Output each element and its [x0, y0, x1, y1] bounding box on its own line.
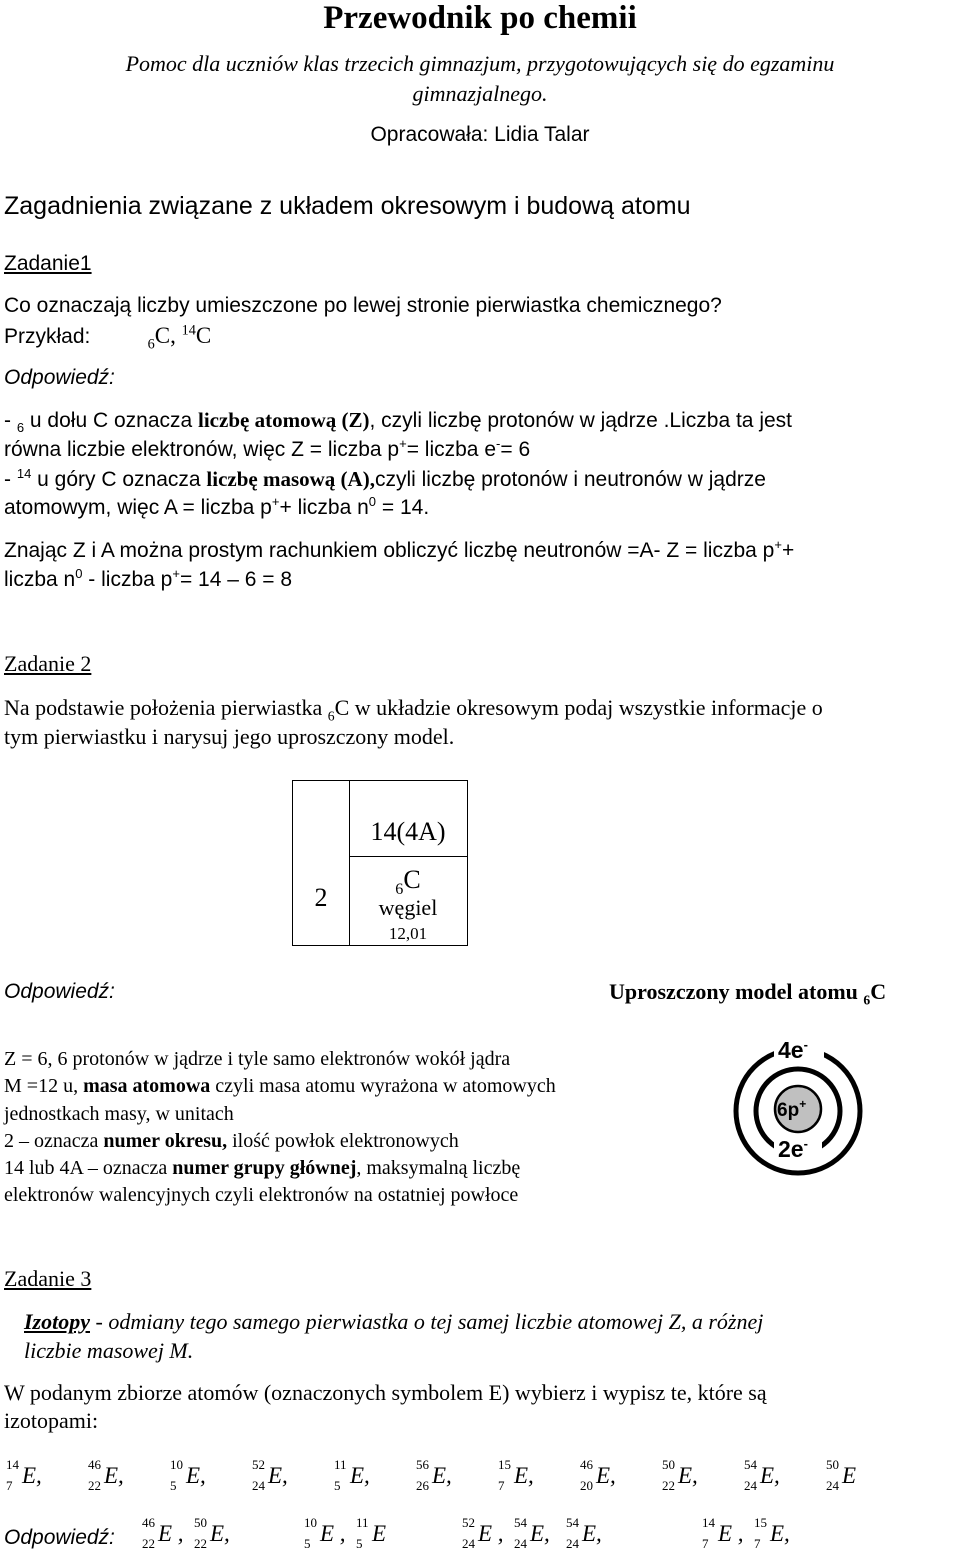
isotope-notation [752, 1516, 804, 1550]
task3-instruction-line-2: izotopami: [4, 1408, 99, 1433]
answer-line-valence: elektronów walencyjnych czyli elektronów na ostatniej powłoce [4, 1184, 519, 1207]
answer-line-z: Z = 6, 6 protonów w jądrze i tyle samo elektronów wokół jądra [4, 1048, 511, 1070]
isotope-notation [700, 1516, 752, 1550]
element-symbol: E, [268, 1463, 288, 1488]
atomic-number: 22 [142, 1536, 155, 1551]
mass-number: 52 [462, 1515, 475, 1530]
mass-number: 10 [170, 1457, 183, 1472]
atomic-number: 24 [252, 1478, 265, 1493]
task1-answer-line-1: - $_6$ u dołu C oznacza liczbę atomową (Z), czyli liczbę protonów w jądrze .Liczba ta jest [4, 408, 792, 436]
subtitle-line-2: gimnazjalnego. [412, 81, 548, 106]
tile-element-name: węgiel [378, 895, 438, 920]
atomic-number: 20 [580, 1478, 593, 1493]
task2-answer-text [4, 1046, 556, 1210]
isotope-notation [824, 1458, 906, 1492]
mass-number: 54 [514, 1515, 527, 1530]
nucleus-label: 6p+ [777, 1097, 807, 1121]
task2-text-line-2: tym pierwiastku i narysuj jego uproszczony model. [4, 724, 455, 749]
element-symbol: E , [320, 1521, 346, 1546]
mass-number: 50 [194, 1515, 207, 1530]
isotope-definition: Izotopy - odmiany tego samego pierwiastka o tej samej liczbie atomowej Z, a różnej liczbie masowej M. [24, 1309, 764, 1363]
isotope-notation [4, 1458, 86, 1492]
mass-number: 14 [702, 1515, 715, 1530]
answer-line-mass: M =12 u, masa atomowa czyli masa atomu wyrażona w atomowych [4, 1075, 556, 1098]
atomic-number: 22 [662, 1478, 675, 1493]
task1-question: Co oznaczają liczby umieszczone po lewej stronie pierwiastka chemicznego? [4, 294, 722, 317]
element-symbol: E, [104, 1463, 124, 1488]
tile-group: 14(4A) [370, 817, 446, 846]
atomic-number: 22 [88, 1478, 101, 1493]
mass-number: 46 [142, 1515, 155, 1530]
element-symbol: E, [770, 1521, 790, 1546]
isotope-notation [332, 1458, 414, 1492]
tile-atomic-number: 6 [395, 881, 404, 899]
task1-answer-line-4: atomowym, więc A = liczba p++ liczba $n^0 = 14$. [4, 494, 430, 519]
element-symbol: E, [596, 1463, 616, 1488]
isotope-notation [578, 1458, 660, 1492]
isotope-notation [512, 1516, 564, 1550]
periodic-tile [292, 780, 468, 946]
task3-instruction-line-1: W podanym zbiorze atomów (oznaczonych symbolem E) wybierz i wypisz te, które są [4, 1380, 767, 1405]
isotope-notation [742, 1458, 824, 1492]
tile-period: 2 [314, 883, 328, 912]
isotope-notation [354, 1516, 406, 1550]
task1-answer-label: Odpowiedź: [4, 366, 115, 389]
task1-answer-line-6: liczba $n^0$ - liczba p+= 14 – 6 = 8 [4, 566, 293, 591]
mass-number: 46 [88, 1457, 101, 1472]
mass-number: 54 [744, 1457, 757, 1472]
element-symbol: E [372, 1521, 387, 1546]
mass-number: 46 [580, 1457, 593, 1472]
section-heading: Zagadnienia związane z układem okresowym i budową atomu [4, 192, 691, 220]
isotope-notation [496, 1458, 578, 1492]
atomic-number: 7 [498, 1478, 505, 1493]
atom-model-diagram [728, 1034, 868, 1184]
task2-text-line-1: Na podstawie położenia pierwiastka $_6$C w układzie okresowym podaj wszystkie informacje o [4, 695, 823, 724]
mass-number: 56 [416, 1457, 429, 1472]
isotope-notation [302, 1516, 354, 1550]
inner-shell-label: 2e- [778, 1136, 808, 1162]
page-title: Przewodnik po chemii [323, 0, 637, 36]
atomic-number: 24 [514, 1536, 527, 1551]
element-symbol: E, [678, 1463, 698, 1488]
atomic-number: 24 [744, 1478, 757, 1493]
element-symbol: E , [478, 1521, 504, 1546]
answer-group-2 [302, 1516, 406, 1550]
isotope-term: Izotopy [24, 1309, 90, 1334]
atomic-number: 22 [194, 1536, 207, 1551]
task1-answer-line-3: - $^{14}$ u góry C oznacza liczbę masową (A),czyli liczbę protonów i neutronów w jądrze [4, 466, 766, 491]
mass-number: 11 [356, 1515, 369, 1530]
mass-number: 15 [498, 1457, 511, 1472]
task2-label: Zadanie 2 [4, 651, 92, 676]
isotope-notation [168, 1458, 250, 1492]
atomic-number: 24 [826, 1478, 839, 1493]
mass-number: 50 [826, 1457, 839, 1472]
element-symbol: E [842, 1463, 857, 1488]
isotope-notation [86, 1458, 168, 1492]
task1-answer-line-2: równa liczbie elektronów, więc Z = liczba p+= liczba e-= 6 [4, 436, 531, 461]
atomic-number: 26 [416, 1478, 429, 1493]
isotope-notation [660, 1458, 742, 1492]
atomic-number: 24 [462, 1536, 475, 1551]
answer-line-group: 14 lub 4A – oznacza numer grupy głównej, maksymalną liczbę [4, 1157, 521, 1180]
element-symbol: E, [350, 1463, 370, 1488]
element-symbol: E, [760, 1463, 780, 1488]
tile-symbol: $_6$C [395, 865, 421, 899]
task1-label: Zadanie1 [4, 252, 92, 275]
model-title: Uproszczony model atomu $_6$C [609, 979, 887, 1008]
atomic-number: 5 [356, 1536, 363, 1551]
outer-shell-label: 4e- [778, 1037, 808, 1063]
isotope-notation [140, 1516, 192, 1550]
atom-set [4, 1458, 906, 1492]
author-line: Opracowała: Lidia Talar [370, 123, 590, 146]
isotope-notation [460, 1516, 512, 1550]
mass-number: 11 [334, 1457, 347, 1472]
task2-answer-label: Odpowiedź: [4, 980, 115, 1003]
atomic-number: 24 [566, 1536, 579, 1551]
element-symbol: E, [582, 1521, 602, 1546]
mass-number: 14 [6, 1457, 19, 1472]
isotope-notation [250, 1458, 332, 1492]
atomic-number: 5 [170, 1478, 177, 1493]
mass-number: 50 [662, 1457, 675, 1472]
task3-answer-label: Odpowiedź: [4, 1526, 115, 1549]
example-label: Przykład: [4, 325, 91, 348]
isotope-notation [414, 1458, 496, 1492]
element-symbol: E, [210, 1521, 230, 1546]
mass-number: 54 [566, 1515, 579, 1530]
atomic-number: 7 [702, 1536, 709, 1551]
answer-line-units: jednostkach masy, w unitach [4, 1102, 234, 1125]
element-symbol: E , [158, 1521, 184, 1546]
answer-group-1 [140, 1516, 244, 1550]
atomic-number: 7 [754, 1536, 761, 1551]
mass-number: 52 [252, 1457, 265, 1472]
atomic-number: 5 [304, 1536, 311, 1551]
tile-atomic-mass: 12,01 [388, 924, 428, 943]
atomic-number: 7 [6, 1478, 13, 1493]
answer-line-period: 2 – oznacza numer okresu, ilość powłok elektronowych [4, 1129, 459, 1152]
example-formula: $_6$C, $^{14}$C [147, 322, 212, 353]
element-symbol: E, [186, 1463, 206, 1488]
answer-group-4 [700, 1516, 804, 1550]
task1-answer-line-5: Znając Z i A można prostym rachunkiem obliczyć liczbę neutronów =A- Z = liczba p++ [4, 537, 795, 562]
element-symbol: E , [718, 1521, 744, 1546]
element-symbol: E, [530, 1521, 550, 1546]
subtitle-line-1: Pomoc dla uczniów klas trzecich gimnazjum, przygotowujących się do egzaminu [125, 51, 835, 76]
task3-label: Zadanie 3 [4, 1266, 92, 1291]
answer-group-3 [460, 1516, 616, 1550]
mass-number: 10 [304, 1515, 317, 1530]
element-symbol: E, [22, 1463, 42, 1488]
atomic-number: 5 [334, 1478, 341, 1493]
isotope-notation [564, 1516, 616, 1550]
mass-number: 15 [754, 1515, 767, 1530]
tile-divider-horizontal [349, 856, 467, 857]
isotope-notation [192, 1516, 244, 1550]
element-symbol: E, [432, 1463, 452, 1488]
task1-example [4, 322, 211, 351]
element-symbol: E, [514, 1463, 534, 1488]
